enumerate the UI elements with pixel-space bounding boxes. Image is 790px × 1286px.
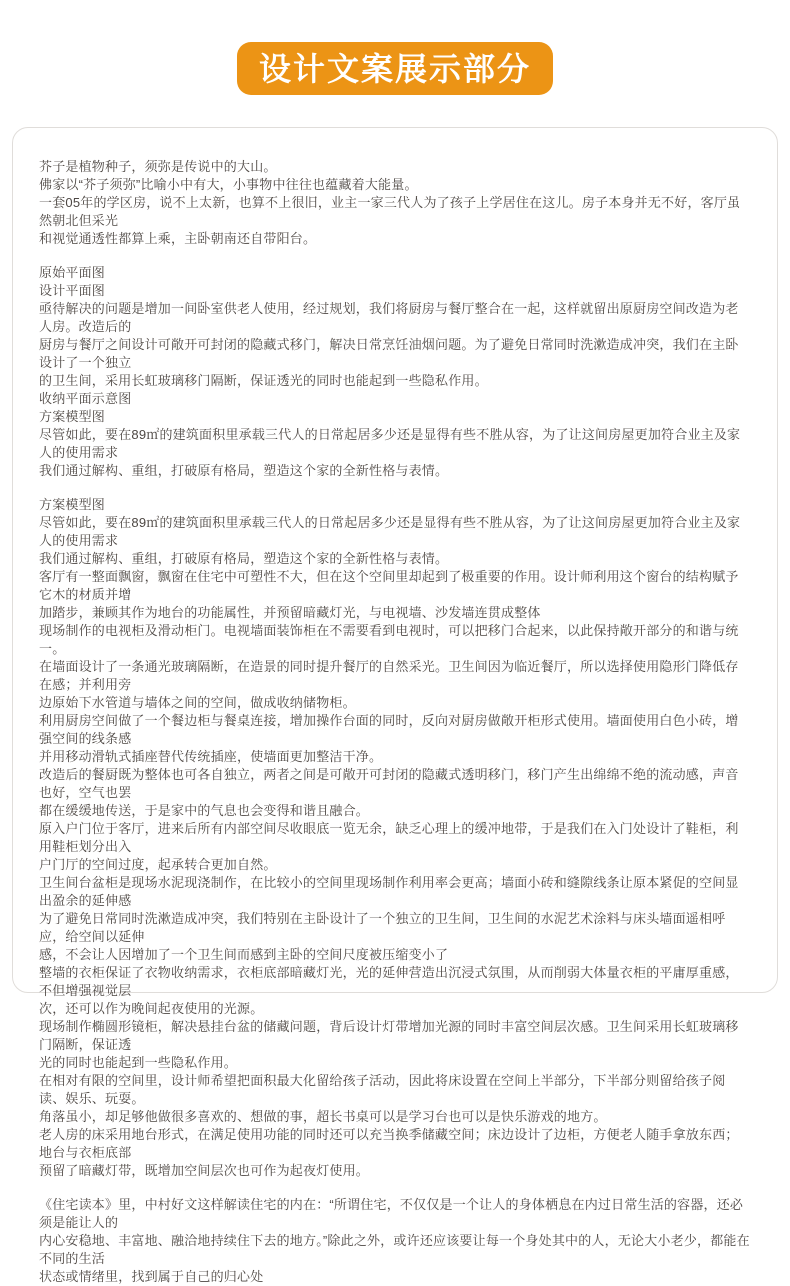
text-line: 芥子是植物种子，须弥是传说中的大山。 bbox=[39, 159, 277, 174]
text-line: 在墙面设计了一条通光玻璃隔断，在造景的同时提升餐厅的自然采光。卫生间因为临近餐厅，所以选择使用隐形门降低存在感；并利用旁 bbox=[39, 659, 739, 692]
text-line: 和视觉通透性都算上乘，主卧朝南还自带阳台。 bbox=[39, 231, 317, 246]
text-line: 现场制作的电视柜及滑动柜门。电视墙面装饰柜在不需要看到电视时，可以把移门合起来，以此保持敞开部分的和谐与统一。 bbox=[39, 623, 739, 656]
text-line: 边原始下水管道与墙体之间的空间，做成收纳储物柜。 bbox=[39, 695, 356, 710]
text-line: 卫生间台盆柜是现场水泥现浇制作，在比较小的空间里现场制作利用率会更高；墙面小砖和缝隙线条让原本紧促的空间显出盈余的延伸感 bbox=[39, 875, 739, 908]
text-line: 的卫生间，采用长虹玻璃移门隔断，保证透光的同时也能起到一些隐私作用。 bbox=[39, 373, 488, 388]
text-line: 都在缓缓地传送，于是家中的气息也会变得和谐且融合。 bbox=[39, 803, 370, 818]
text-block bbox=[39, 496, 751, 1180]
text-line: 老人房的床采用地台形式，在满足使用功能的同时还可以充当换季储藏空间；床边设计了边柜，方便老人随手拿放东西；地台与衣柜底部 bbox=[39, 1127, 739, 1160]
text-block bbox=[39, 1196, 751, 1286]
text-line: 客厅有一整面飘窗，飘窗在住宅中可塑性不大，但在这个空间里却起到了极重要的作用。设计师利用这个窗台的结构赋予它木的材质并增 bbox=[39, 569, 739, 602]
section-title-badge bbox=[237, 42, 553, 95]
text-line: 我们通过解构、重组，打破原有格局，塑造这个家的全新性格与表情。 bbox=[39, 463, 449, 478]
text-line: 状态或情绪里，找到属于自己的归心处 bbox=[39, 1269, 264, 1284]
text-line: 为了避免日常同时洗漱造成冲突，我们特别在主卧设计了一个独立的卫生间，卫生间的水泥艺术涂料与床头墙面遥相呼应，给空间以延伸 bbox=[39, 911, 726, 944]
text-line: 光的同时也能起到一些隐私作用。 bbox=[39, 1055, 238, 1070]
text-line: 原入户门位于客厅，进来后所有内部空间尽收眼底一览无余，缺乏心理上的缓冲地带，于是我们在入门处设计了鞋柜，利用鞋柜划分出入 bbox=[39, 821, 739, 854]
text-line: 佛家以“芥子须弥”比喻小中有大，小事物中往往也蕴藏着大能量。 bbox=[39, 177, 418, 192]
text-line: 《住宅读本》里，中村好文这样解读住宅的内在：“所谓住宅，不仅仅是一个让人的身体栖息在内过日常生活的容器，还必须是能让人的 bbox=[39, 1197, 744, 1230]
text-line: 角落虽小，却足够他做很多喜欢的、想做的事，超长书桌可以是学习台也可以是快乐游戏的地方。 bbox=[39, 1109, 607, 1124]
text-line: 在相对有限的空间里，设计师希望把面积最大化留给孩子活动，因此将床设置在空间上半部分，下半部分则留给孩子阅读、娱乐、玩耍。 bbox=[39, 1073, 726, 1106]
text-line: 整墙的衣柜保证了衣物收纳需求，衣柜底部暗藏灯光，光的延伸营造出沉浸式氛围，从而削弱大体量衣柜的平庸厚重感，不但增强视觉层 bbox=[39, 965, 739, 998]
text-line: 利用厨房空间做了一个餐边柜与餐桌连接，增加操作台面的同时，反向对厨房做敞开柜形式使用。墙面使用白色小砖，增强空间的线条感 bbox=[39, 713, 739, 746]
text-line: 尽管如此，要在89㎡的建筑面积里承载三代人的日常起居多少还是显得有些不胜从容，为了让这间房屋更加符合业主及家人的使用需求 bbox=[39, 427, 741, 460]
text-line: 亟待解决的问题是增加一间卧室供老人使用，经过规划，我们将厨房与餐厅整合在一起，这样就留出原厨房空间改造为老人房。改造后的 bbox=[39, 301, 739, 334]
text-line: 方案模型图 bbox=[39, 497, 106, 512]
text-line: 户门厅的空间过度，起承转合更加自然。 bbox=[39, 857, 277, 872]
text-line: 预留了暗藏灯带，既增加空间层次也可作为起夜灯使用。 bbox=[39, 1163, 370, 1178]
text-line: 原始平面图 bbox=[39, 265, 106, 280]
text-block bbox=[39, 158, 751, 248]
text-line: 并用移动滑轨式插座替代传统插座，使墙面更加整洁干净。 bbox=[39, 749, 383, 764]
section-title: 设计文案展示部分 bbox=[258, 50, 532, 87]
text-line: 收纳平面示意图 bbox=[39, 391, 132, 406]
text-line: 现场制作椭圆形镜柜，解决悬挂台盆的储藏问题，背后设计灯带增加光源的同时丰富空间层次感。卫生间采用长虹玻璃移门隔断，保证透 bbox=[39, 1019, 739, 1052]
text-line: 设计平面图 bbox=[39, 283, 106, 298]
text-line: 厨房与餐厅之间设计可敞开可封闭的隐藏式移门，解决日常烹饪油烟问题。为了避免日常同时洗漱造成冲突，我们在主卧设计了一个独立 bbox=[39, 337, 739, 370]
text-line: 我们通过解构、重组，打破原有格局，塑造这个家的全新性格与表情。 bbox=[39, 551, 449, 566]
text-line: 内心安稳地、丰富地、融洽地持续住下去的地方。”除此之外，或许还应该要让每一个身处其中的人，无论大小老少，都能在不同的生活 bbox=[39, 1233, 750, 1266]
text-line: 改造后的餐厨既为整体也可各自独立，两者之间是可敞开可封闭的隐藏式透明移门，移门产生出绵绵不绝的流动感，声音也好，空气也罢 bbox=[39, 767, 739, 800]
copy-text bbox=[39, 158, 751, 1286]
content-card bbox=[12, 127, 778, 1284]
text-line: 次，还可以作为晚间起夜使用的光源。 bbox=[39, 1001, 264, 1016]
text-line: 加踏步，兼顾其作为地台的功能属性，并预留暗藏灯光，与电视墙、沙发墙连贯成整体 bbox=[39, 605, 541, 620]
text-line: 一套05年的学区房，说不上太新，也算不上很旧，业主一家三代人为了孩子上学居住在这儿。房子本身并无不好，客厅虽然朝北但采光 bbox=[39, 195, 741, 228]
text-line: 感，不会让人因增加了一个卫生间而感到主卧的空间尺度被压缩变小了 bbox=[39, 947, 449, 962]
text-block bbox=[39, 264, 751, 480]
text-line: 方案模型图 bbox=[39, 409, 106, 424]
text-line: 尽管如此，要在89㎡的建筑面积里承载三代人的日常起居多少还是显得有些不胜从容，为了让这间房屋更加符合业主及家人的使用需求 bbox=[39, 515, 741, 548]
